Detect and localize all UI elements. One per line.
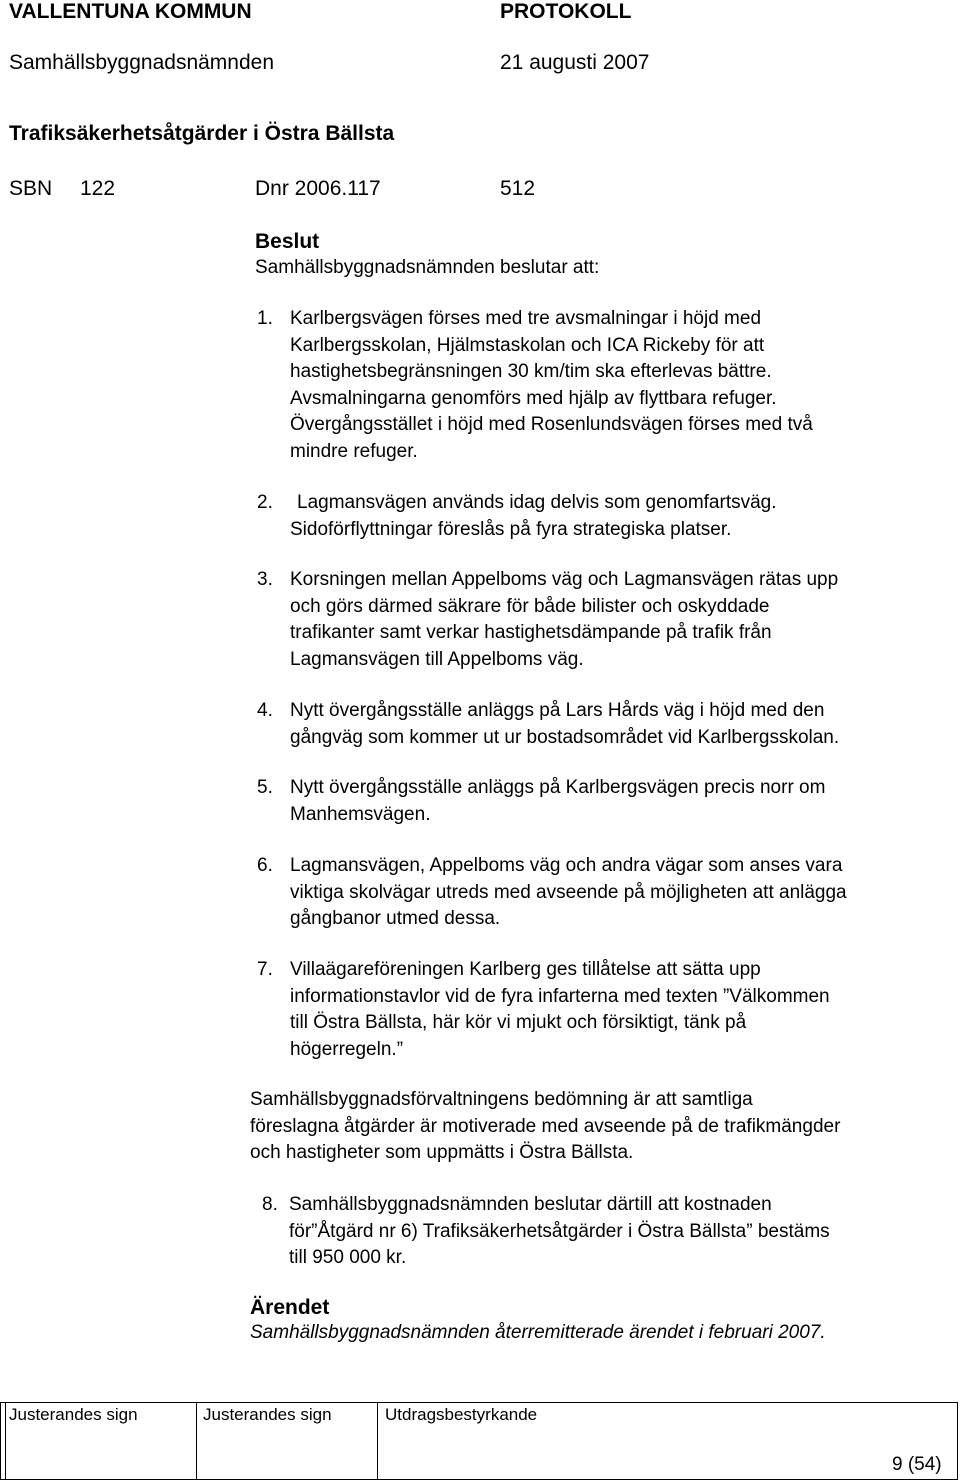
item-line: informationstavlor vid de fyra infarterna med texten ”Välkommen [290, 985, 830, 1007]
decision-item-8 [262, 1192, 958, 1272]
signature-cell-2: Justerandes sign [203, 1405, 332, 1424]
item-line: Lagmansvägen används idag delvis som genomfartsväg. [297, 492, 777, 513]
meeting-date: 21 augusti 2007 [500, 51, 650, 74]
item-line: Korsningen mellan Appelboms väg och Lagmansvägen rätas upp [290, 569, 839, 590]
decision-item-2 [257, 490, 957, 544]
item-line: Karlbergsvägen förses med tre avsmalningar i höjd med [290, 308, 762, 329]
item-line: mindre refuger. [290, 440, 418, 462]
item-number: 5. [257, 777, 273, 798]
item-number: 1. [257, 308, 273, 329]
item-number: 2. [257, 492, 273, 513]
signature-table [0, 1402, 958, 1480]
decision-intro: Samhällsbyggnadsnämnden beslutar att: [255, 257, 600, 278]
item-line: till Östra Bällsta, här kör vi mjukt och försiktigt, tänk på [290, 1012, 747, 1033]
decision-heading: Beslut [255, 230, 320, 253]
matter-text: Samhällsbyggnadsnämnden återremitterade ärendet i februari 2007. [250, 1322, 826, 1343]
item-line: trafikanter samt verkar hastighetsdämpande på trafik från [290, 622, 772, 643]
item-line: för”Åtgärd nr 6) Trafiksäkerhetsåtgärder i Östra Bällsta” bestäms [289, 1220, 830, 1242]
item-number: 7. [257, 959, 273, 980]
reference-sbn-label: SBN [9, 177, 53, 200]
item-line: Nytt övergångsställe anläggs på Lars Hårds väg i höjd med den [290, 700, 825, 721]
item-line: och görs därmed säkrare för både bilister och oskyddade [290, 595, 770, 617]
board-name: Samhällsbyggnadsnämnden [9, 51, 275, 74]
paragraph-line: Samhällsbyggnadsförvaltningens bedömning är att samtliga [250, 1089, 753, 1110]
page-title: Trafiksäkerhetsåtgärder i Östra Bällsta [9, 122, 395, 145]
signature-cell-1: Justerandes sign [9, 1405, 138, 1424]
item-line: Karlbergsskolan, Hjälmstaskolan och ICA Rickeby för att [290, 334, 765, 356]
matter-heading: Ärendet [250, 1296, 330, 1319]
page-number: 9 (54) [892, 1454, 942, 1475]
decision-item-4 [257, 698, 957, 752]
item-number: 4. [257, 700, 273, 721]
document-type: PROTOKOLL [500, 0, 632, 23]
item-line: Lagmansvägen, Appelboms väg och andra vägar som anses vara [290, 855, 843, 876]
item-number: 6. [257, 855, 273, 876]
item-line: gångväg som kommer ut ur bostadsområdet vid Karlbergsskolan. [290, 726, 840, 748]
item-line: Övergångsstället i höjd med Rosenlundsvägen förses med två [290, 414, 813, 435]
assessment-paragraph [250, 1087, 958, 1167]
item-line: gångbanor utmed dessa. [290, 908, 501, 929]
item-line: Nytt övergångsställe anläggs på Karlbergsvägen precis norr om [290, 777, 826, 798]
paragraph-line: och hastigheter som uppmätts i Östra Bällsta. [250, 1142, 634, 1163]
paragraph-line: föreslagna åtgärder är motiverade med avseende på de trafikmängder [250, 1115, 841, 1137]
item-line: Manhemsvägen. [290, 803, 431, 825]
decision-item-1 [257, 306, 957, 466]
item-line: Sidoförflyttningar föreslås på fyra strategiska platser. [290, 518, 732, 540]
item-line: till 950 000 kr. [289, 1247, 407, 1268]
extract-certification-cell: Utdragsbestyrkande [385, 1405, 538, 1424]
reference-code: 512 [500, 177, 536, 200]
reference-sbn-number: 122 [80, 177, 116, 200]
item-line: Samhällsbyggnadsnämnden beslutar därtill att kostnaden [289, 1194, 772, 1215]
item-line: Lagmansvägen till Appelboms väg. [290, 648, 584, 670]
item-line: Avsmalningarna genomförs med hjälp av flyttbara refuger. [290, 387, 777, 409]
decision-item-5 [257, 775, 957, 829]
item-line: högerregeln.” [290, 1038, 404, 1060]
decision-item-7 [257, 957, 957, 1065]
item-line: viktiga skolvägar utreds med avseende på möjligheten att anlägga [290, 881, 847, 903]
municipality-name: VALLENTUNA KOMMUN [9, 0, 252, 23]
item-line: Villaägareföreningen Karlberg ges tillåtelse att sätta upp [290, 959, 761, 980]
reference-dnr: Dnr 2006.117 [255, 177, 381, 200]
item-line: hastighetsbegränsningen 30 km/tim ska efterlevas bättre. [290, 361, 772, 382]
decision-item-6 [257, 853, 957, 933]
item-number: 8. [262, 1194, 278, 1215]
decision-item-3 [257, 567, 957, 675]
item-number: 3. [257, 569, 273, 590]
